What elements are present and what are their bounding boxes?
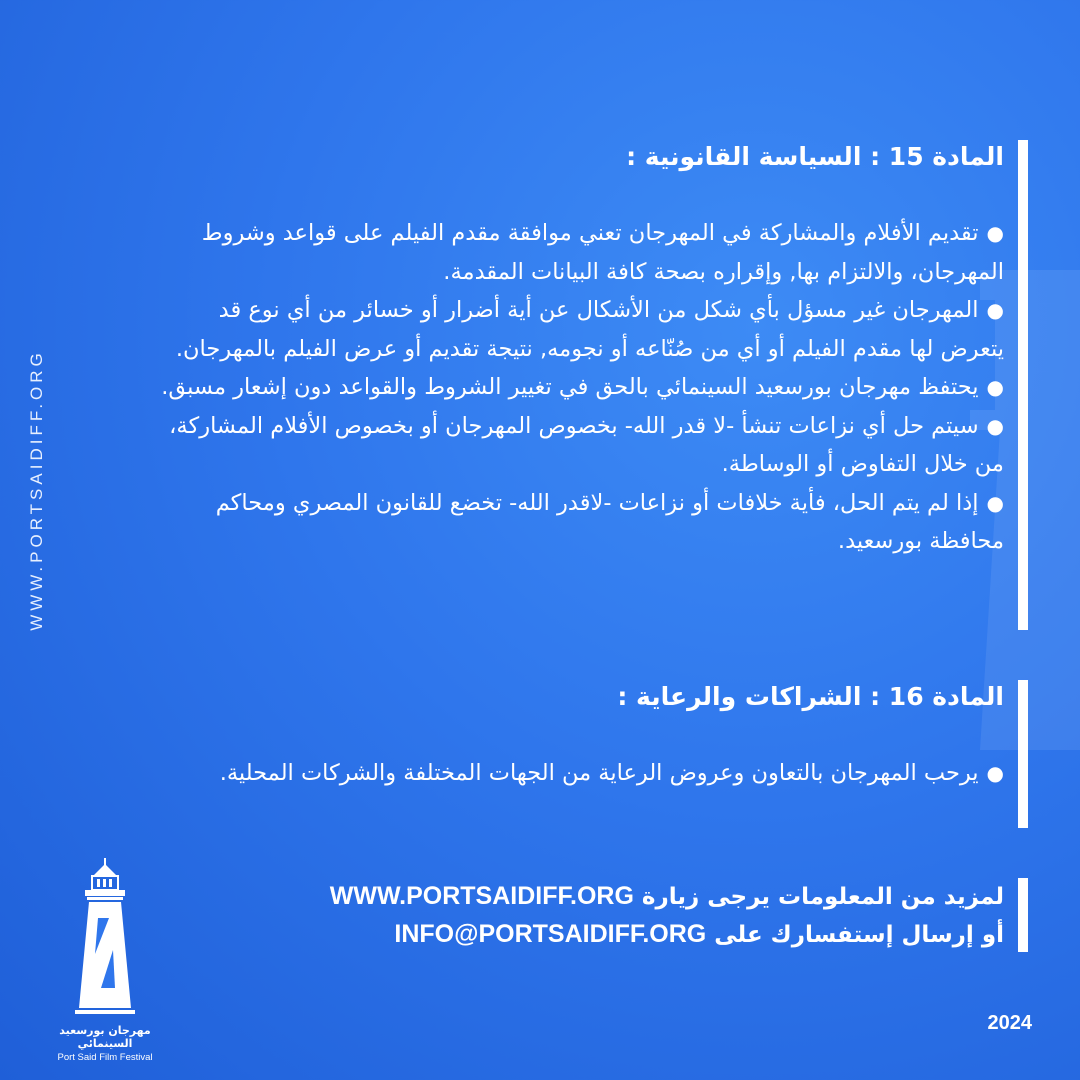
list-item: ●يرحب المهرجان بالتعاون وعروض الرعاية من الجهات المختلفة والشركات المحلية. xyxy=(219,760,1004,786)
year-label: 2024 xyxy=(987,1012,1032,1034)
bullet-icon: ● xyxy=(986,490,1004,515)
bullet-icon: ● xyxy=(986,413,1004,438)
side-website-url xyxy=(22,330,52,650)
contact-section xyxy=(148,878,1028,952)
bullet-icon: ● xyxy=(986,298,1004,322)
article-16-heading: المادة 16 : الشراكات والرعاية : xyxy=(617,682,1004,711)
lighthouse-icon xyxy=(65,858,145,1020)
article-16-section xyxy=(148,680,1028,828)
logo-arabic-name: مهرجان بورسعيد السينمائي xyxy=(59,1024,151,1050)
list-item: ●المهرجان غير مسؤل بأي شكل من الأشكال عن أية أضرار أو خسائر من أي نوع قد يتعرض لها مقدم الفيلم أو أي من صُنّاعه أو نجومه, نتيجة تقديم أو عرض الفيلم بالمهرجان. xyxy=(175,297,1004,362)
bullet-icon: ● xyxy=(986,375,1004,399)
festival-logo xyxy=(30,858,180,1063)
contact-website-line: لمزيد من المعلومات يرجى زيارة WWW.PORTSAIDIFF.ORG xyxy=(329,882,1004,910)
bullet-icon: ● xyxy=(986,221,1004,245)
list-item: ●يحتفظ مهرجان بورسعيد السينمائي بالحق في تغيير الشروط والقواعد دون إشعار مسبق. xyxy=(161,374,1004,400)
logo-english-name: Port Said Film Festival xyxy=(57,1052,153,1063)
contact-email-line: أو إرسال إستفسارك على INFO@PORTSAIDIFF.ORG xyxy=(394,920,1004,948)
article-16-list xyxy=(148,754,1004,793)
email-link[interactable]: INFO@PORTSAIDIFF.ORG xyxy=(394,920,707,948)
list-item: ●إذا لم يتم الحل، فأية خلافات أو نزاعات -لاقدر الله- تخضع للقانون المصري ومحاكم محافظة بورسعيد. xyxy=(215,489,1004,554)
website-link[interactable]: WWW.PORTSAIDIFF.ORG xyxy=(329,882,634,910)
bullet-icon: ● xyxy=(986,761,1004,785)
article-15-list xyxy=(148,214,1004,561)
list-item: ●سيتم حل أي نزاعات تنشأ -لا قدر الله- بخصوص المهرجان أو بخصوص الأفلام المشاركة، من خلال التفاوض أو الوساطة. xyxy=(169,412,1004,477)
side-url-text: WWW.PORTSAIDIFF.ORG xyxy=(27,349,47,631)
list-item: ●تقديم الأفلام والمشاركة في المهرجان تعني موافقة مقدم الفيلم على قواعد وشروط المهرجان، والالتزام بها, وإقراره بصحة كافة البيانات المقدمة. xyxy=(201,220,1004,285)
article-15-heading: المادة 15 : السياسة القانونية : xyxy=(626,142,1004,171)
article-15-section xyxy=(148,140,1028,630)
